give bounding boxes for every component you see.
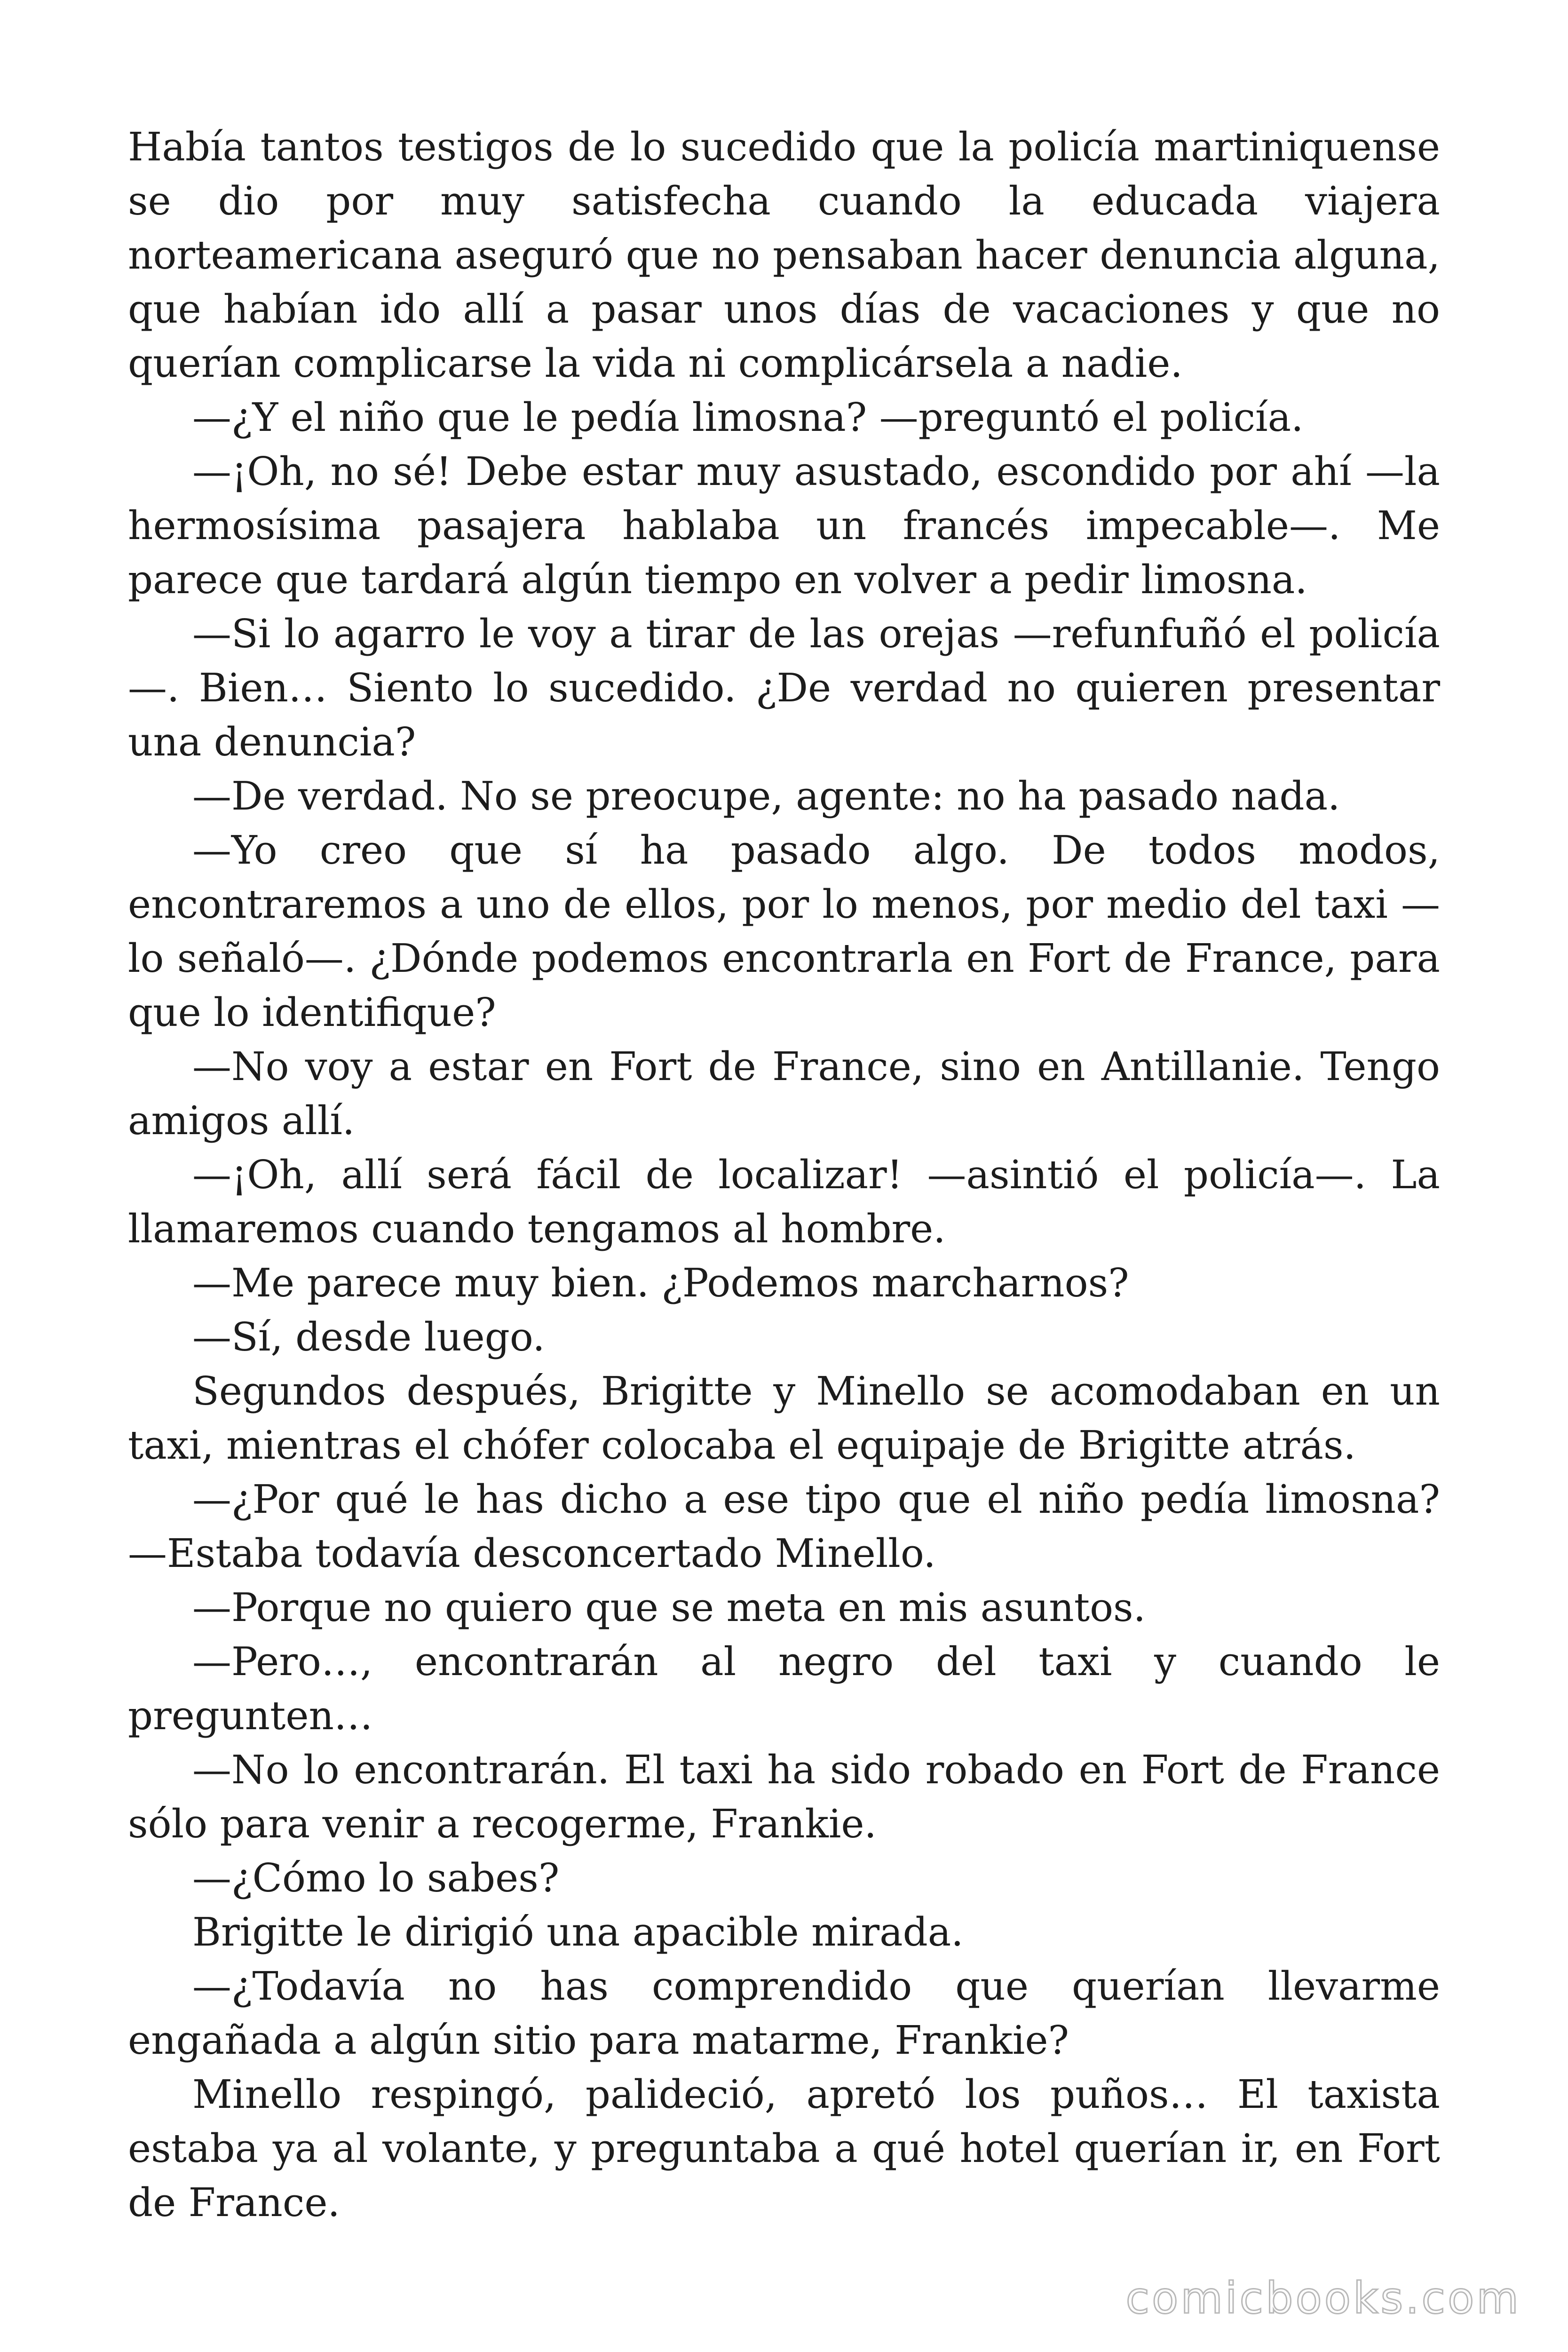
paragraph: —¿Todavía no has comprendido que querían llevarme engañada a algún sitio para matarme, Frankie? [128, 1963, 1440, 2063]
paragraph: —No voy a estar en Fort de France, sino en Antillanie. Tengo amigos allí. [128, 1044, 1440, 1144]
paragraph: —Yo creo que sí ha pasado algo. De todos modos, encontraremos a uno de ellos, por lo menos, por medio del taxi —lo señaló—. ¿Dónde podemos encontrarla en Fort de France, para que lo identifique? [128, 827, 1440, 1035]
paragraph: Minello respingó, palideció, apretó los puños… El taxista estaba ya al volante, y preguntaba a qué hotel querían ir, en Fort de France. [128, 2072, 1440, 2225]
paragraph: —Sí, desde luego. [192, 1314, 545, 1360]
paragraph: Brigitte le dirigió una apacible mirada. [192, 1909, 964, 1955]
body-text [128, 120, 1440, 2230]
paragraph: Había tantos testigos de lo sucedido que la policía martiniquense se dio por muy satisfecha cuando la educada viajera norteamericana aseguró que no pensaban hacer denuncia alguna, que habían ido allí a pasar unos días de vacaciones y que no querían complicarse la vida ni complicársela a nadie. [128, 124, 1440, 386]
paragraph: —Porque no quiero que se meta en mis asuntos. [192, 1585, 1146, 1630]
paragraph: —De verdad. No se preocupe, agente: no ha pasado nada. [192, 773, 1340, 819]
paragraph: —Pero…, encontrarán al negro del taxi y cuando le pregunten… [128, 1639, 1440, 1739]
paragraph: —No lo encontrarán. El taxi ha sido robado en Fort de France sólo para venir a recogerme, Frankie. [128, 1747, 1440, 1847]
paragraph: —Me parece muy bien. ¿Podemos marcharnos? [192, 1260, 1129, 1306]
paragraph: —¡Oh, no sé! Debe estar muy asustado, escondido por ahí —la hermosísima pasajera hablaba un francés impecable—. Me parece que tardará algún tiempo en volver a pedir limosna. [128, 449, 1440, 603]
watermark: comicbooks.com [1125, 2273, 1521, 2323]
paragraph: —¿Y el niño que le pedía limosna? —preguntó el policía. [192, 395, 1304, 440]
paragraph: —¿Cómo lo sabes? [192, 1855, 560, 1901]
paragraph: Segundos después, Brigitte y Minello se acomodaban en un taxi, mientras el chófer colocaba el equipaje de Brigitte atrás. [128, 1368, 1440, 1468]
paragraph: —¿Por qué le has dicho a ese tipo que el niño pedía limosna? —Estaba todavía desconcertado Minello. [128, 1477, 1440, 1576]
paragraph: —¡Oh, allí será fácil de localizar! —asintió el policía—. La llamaremos cuando tengamos al hombre. [128, 1152, 1440, 1252]
paragraph: —Si lo agarro le voy a tirar de las orejas —refunfuñó el policía —. Bien… Siento lo sucedido. ¿De verdad no quieren presentar una denuncia? [128, 611, 1440, 765]
